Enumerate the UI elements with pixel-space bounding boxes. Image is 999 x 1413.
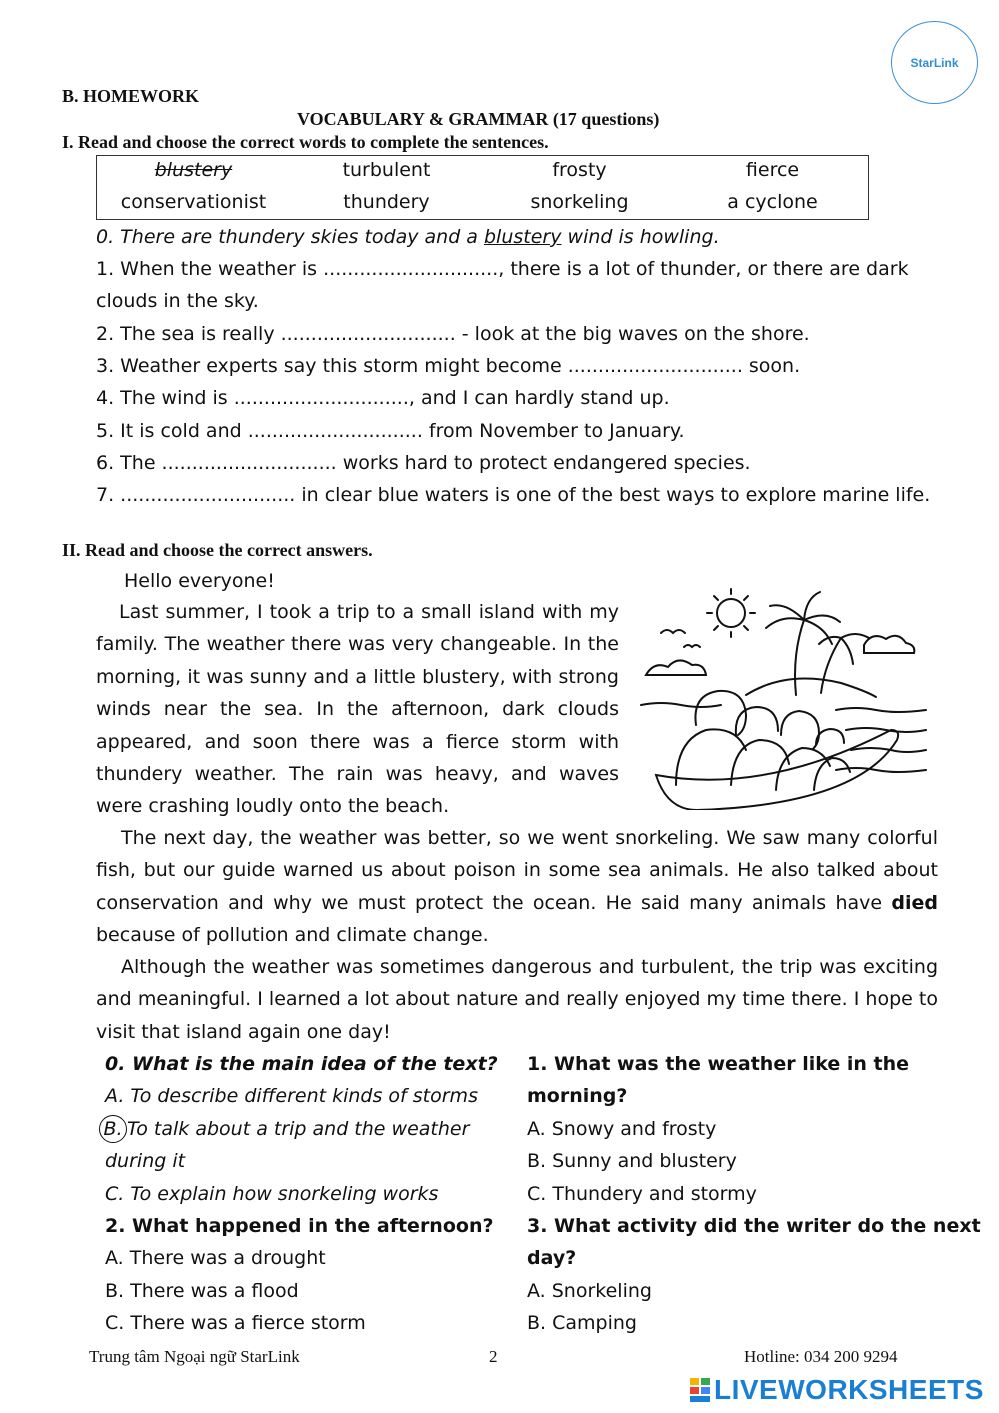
- paragraph-3-text: Although the weather was sometimes dangerous and turbulent, the trip was exciting and meaningful. I learned a lot about nature and really enjoyed my time there. I hope to visit that island again one day!: [96, 956, 938, 1043]
- question-0-option-b-cont: during it: [105, 1150, 186, 1173]
- sentence-5[interactable]: 5. It is cold and ............................. from November to January.: [96, 420, 685, 442]
- word-snorkeling: snorkeling: [530, 191, 629, 213]
- greeting: Hello everyone!: [124, 570, 275, 592]
- paragraph-3: [96, 951, 938, 1048]
- island-family-boat-picture: [636, 585, 934, 810]
- question-1-text-cont: morning?: [527, 1085, 628, 1108]
- question-3: [527, 1210, 981, 1340]
- word-turbulent: turbulent: [342, 159, 431, 181]
- question-1-text: 1. What was the weather like in the: [527, 1053, 910, 1075]
- subtitle: VOCABULARY & GRAMMAR (17 questions): [297, 109, 660, 129]
- footer-center-name: Trung tâm Ngoại ngữ StarLink: [89, 1347, 300, 1366]
- question-2-option-b[interactable]: B. There was a flood: [105, 1279, 299, 1302]
- sentence-2[interactable]: 2. The sea is really ............................. - look at the big waves on the shore.: [96, 323, 810, 345]
- paragraph-2-after: because of pollution and climate change.: [96, 924, 489, 947]
- liveworksheets-text: LIVEWORKSHEETS: [714, 1374, 984, 1405]
- question-0-option-c[interactable]: C. To explain how snorkeling works: [105, 1182, 439, 1205]
- paragraph-2-bold-word: died: [891, 891, 938, 914]
- word-conservationist: conservationist: [120, 191, 267, 213]
- word-thundery: thundery: [343, 191, 430, 213]
- part1-instruction: I. Read and choose the correct words to complete the sentences.: [62, 132, 549, 152]
- question-3-text-cont: day?: [527, 1247, 577, 1270]
- paragraph-1-text: Last summer, I took a trip to a small island with my family. The weather there was very changeable. In the morning, it was sunny and a little blustery, with strong winds near the sea. In the afternoon, dark clouds appeared, and soon there was a fierce storm with thundery weather. The rain was heavy, and waves were crashing loudly onto the beach.: [96, 601, 619, 818]
- word-box: [96, 155, 869, 220]
- word-cyclone: a cyclone: [727, 191, 818, 213]
- question-3-text: 3. What activity did the writer do the next: [527, 1215, 981, 1237]
- question-0: [105, 1048, 498, 1210]
- part2-instruction: II. Read and choose the correct answers.: [62, 540, 373, 560]
- question-2: [105, 1210, 494, 1340]
- sentence-6[interactable]: 6. The ............................. works hard to protect endangered species.: [96, 452, 751, 474]
- starlink-logo: [891, 21, 978, 104]
- sentence-4[interactable]: 4. The wind is ............................., and I can hardly stand up.: [96, 387, 670, 409]
- circled-answer-b: B.: [99, 1115, 127, 1143]
- question-0-option-b[interactable]: [105, 1113, 498, 1145]
- example-after: wind is howling.: [561, 226, 720, 248]
- question-2-text: 2. What happened in the afternoon?: [105, 1215, 494, 1237]
- footer-hotline: Hotline: 034 200 9294: [744, 1347, 898, 1366]
- liveworksheets-brand[interactable]: [690, 1374, 984, 1406]
- sentence-1[interactable]: 1. When the weather is ............................., there is a lot of thunder, or there are dark: [96, 258, 909, 280]
- question-0-text: 0. What is the main idea of the text?: [105, 1053, 498, 1075]
- paragraph-2-text: [96, 822, 938, 952]
- logo-text: StarLink: [910, 55, 959, 70]
- example-before: 0. There are thundery skies today and a: [96, 226, 484, 248]
- question-3-option-a[interactable]: A. Snorkeling: [527, 1279, 652, 1302]
- paragraph-2-before: The next day, the weather was better, so we went snorkeling. We saw many colorful fish, but our guide warned us about poison in some sea animals. He also talked about conservation and why we must protect the ocean. He said many animals have: [96, 827, 938, 914]
- paragraph-1: [96, 596, 619, 823]
- question-3-option-b[interactable]: B. Camping: [527, 1312, 637, 1335]
- question-2-option-a[interactable]: A. There was a drought: [105, 1247, 326, 1270]
- example-sentence: [96, 225, 720, 249]
- section-title: B. HOMEWORK: [62, 86, 200, 106]
- sentence-1-cont: clouds in the sky.: [96, 290, 259, 312]
- liveworksheets-icon: [690, 1378, 710, 1402]
- sentence-3[interactable]: 3. Weather experts say this storm might become ............................. soon.: [96, 355, 801, 377]
- question-2-option-c[interactable]: C. There was a fierce storm: [105, 1312, 366, 1335]
- word-fierce: fierce: [745, 159, 800, 181]
- word-blustery: blustery: [154, 159, 233, 181]
- question-1-option-a[interactable]: A. Snowy and frosty: [527, 1117, 717, 1140]
- page-number: 2: [489, 1347, 498, 1366]
- question-1: [527, 1048, 909, 1210]
- sentence-7[interactable]: 7. ............................. in clear blue waters is one of the best ways to explore marine life.: [96, 484, 931, 506]
- question-0-option-b-text: To talk about a trip and the weather: [127, 1117, 470, 1140]
- example-answer: blustery: [484, 226, 562, 248]
- question-1-option-c[interactable]: C. Thundery and stormy: [527, 1182, 757, 1205]
- question-0-option-a[interactable]: A. To describe different kinds of storms: [105, 1085, 478, 1108]
- word-frosty: frosty: [552, 159, 607, 181]
- paragraph-2: [96, 822, 938, 952]
- question-1-option-b[interactable]: B. Sunny and blustery: [527, 1150, 737, 1173]
